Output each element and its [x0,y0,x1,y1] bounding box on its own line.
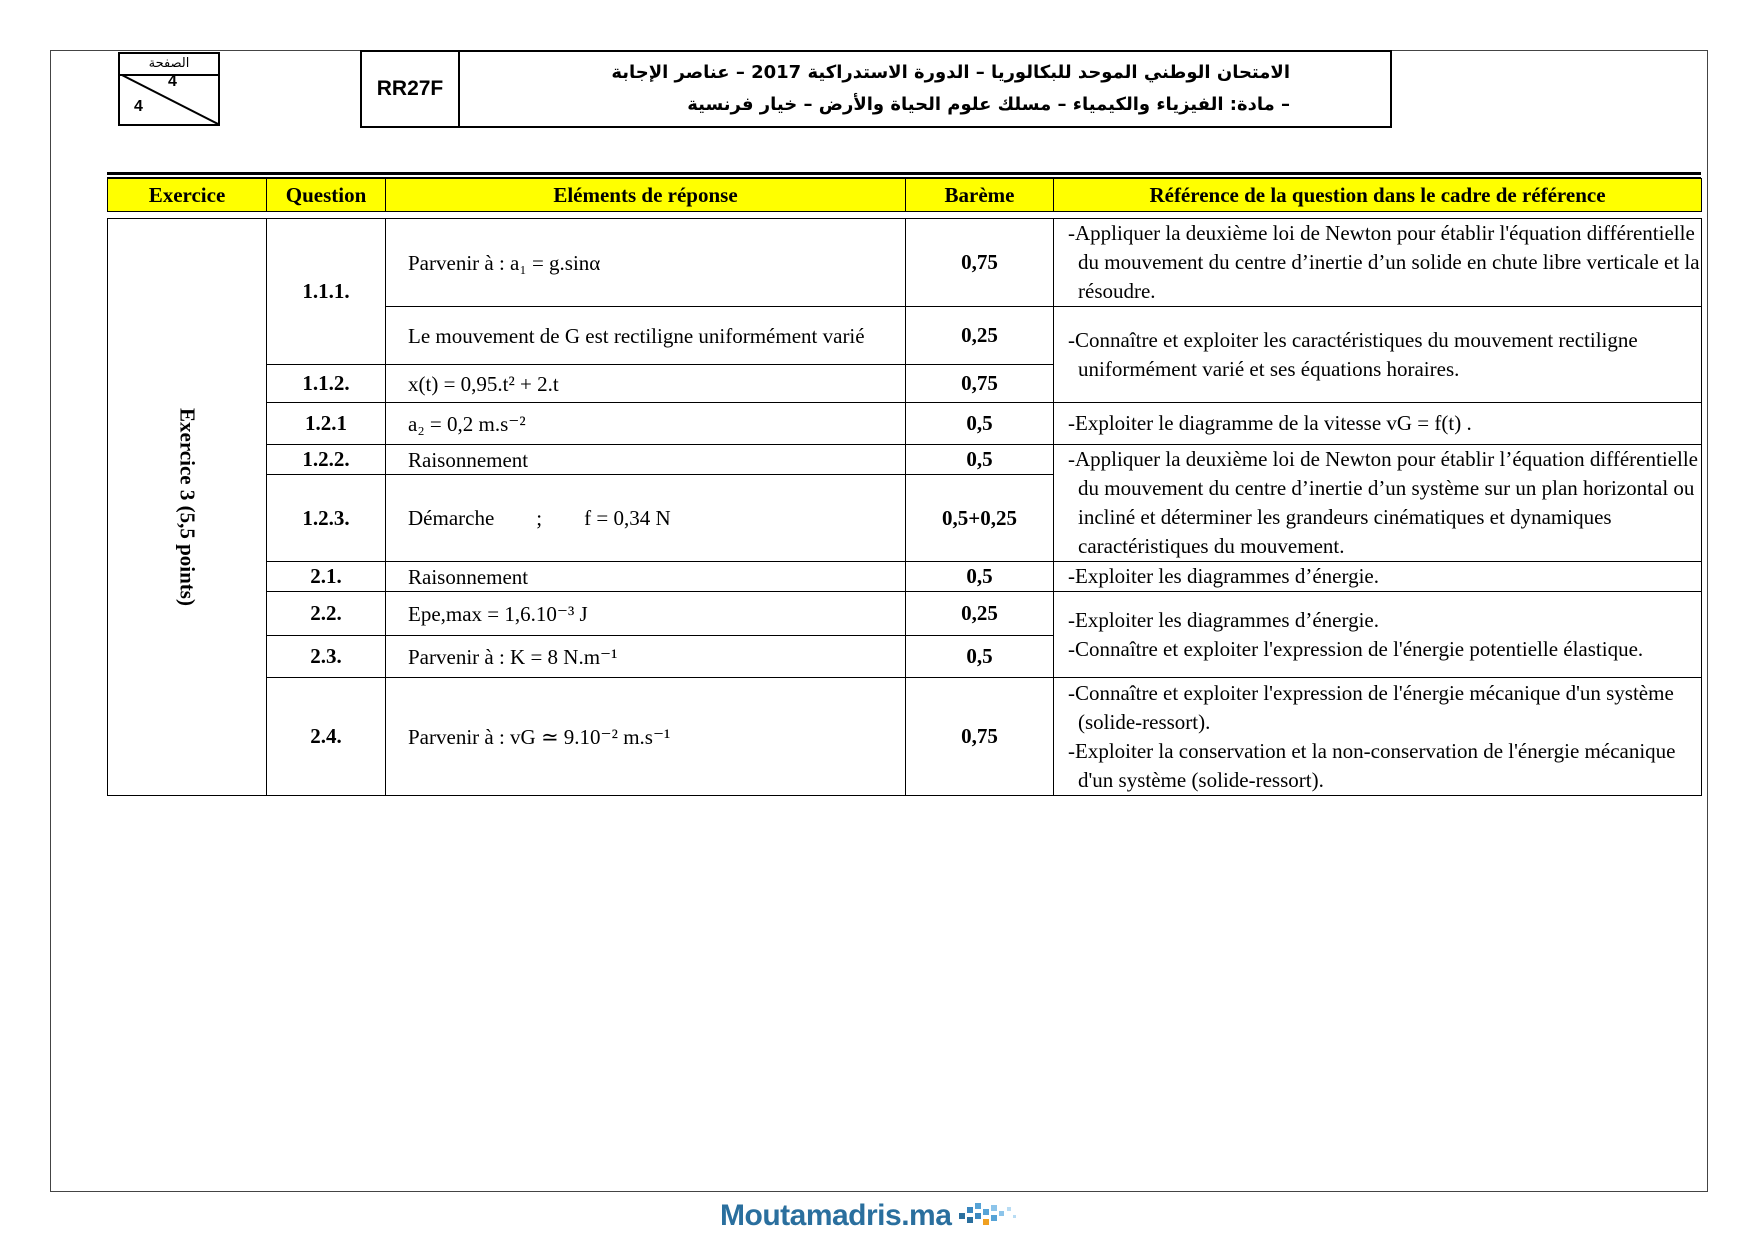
exam-code: RR27F [362,52,460,126]
question-1-1-1: 1.1.1. [267,219,386,365]
bareme-1-2-1: 0,5 [906,403,1054,445]
header-bareme: Barème [906,179,1054,212]
reference-4: -Appliquer la deuxième loi de Newton pour établir l’équation différentielle du mouvement du centre d’inertie d’un système sur un plan horizontal ou incliné et déterminer les grandeurs cinématiques et dynamiques caractéristiques du mouvement. [1054,445,1702,562]
bareme-2-1: 0,5 [906,562,1054,592]
element-2-2: Epe,max = 1,6.10⁻³ J [386,592,906,636]
bareme-2-4: 0,75 [906,678,1054,796]
element-2-4: Parvenir à : vG ≃ 9.10⁻² m.s⁻¹ [386,678,906,796]
bareme-1-1-1a: 0,75 [906,219,1054,307]
pixel-logo-icon [957,1199,1021,1233]
element-1-2-2: Raisonnement [386,445,906,475]
header-elements: Eléments de réponse [386,179,906,212]
page-total: 4 [134,98,143,115]
reference-2: -Connaître et exploiter les caractéristiques du mouvement rectiligne uniformément varié et ses équations horaires. [1054,307,1702,403]
element-1-2-3: Démarche ; f = 0,34 N [386,475,906,562]
bareme-1-1-1b: 0,25 [906,307,1054,365]
header-title-line2: – مادة: الفيزياء والكيمياء – مسلك علوم الحياة والأرض – خيار فرنسية [687,94,1290,115]
element-1-1-1b: Le mouvement de G est rectiligne uniformément varié [386,307,906,365]
question-1-1-2: 1.1.2. [267,365,386,403]
bareme-2-2: 0,25 [906,592,1054,636]
question-2-4: 2.4. [267,678,386,796]
element-2-1: Raisonnement [386,562,906,592]
page-label: الصفحة [120,54,218,76]
reference-6: -Exploiter les diagrammes d’énergie. -Connaître et exploiter l'expression de l'énergie potentielle élastique. [1054,592,1702,678]
question-1-2-1: 1.2.1 [267,403,386,445]
question-2-3: 2.3. [267,636,386,678]
answer-table [107,172,1701,796]
header-exercice: Exercice [108,179,267,212]
page-number: 4 [168,73,177,90]
page-number-box [118,52,220,126]
bareme-1-2-3: 0,5+0,25 [906,475,1054,562]
bareme-2-3: 0,5 [906,636,1054,678]
bareme-1-2-2: 0,5 [906,445,1054,475]
question-2-2: 2.2. [267,592,386,636]
question-1-2-2: 1.2.2. [267,445,386,475]
element-1-1-2: x(t) = 0,95.t² + 2.t [386,365,906,403]
element-1-1-1a: Parvenir à : a₁ = g.sinα [386,219,906,307]
exercise-cell [108,219,267,796]
reference-7: -Connaître et exploiter l'expression de l'énergie mécanique d'un système (solide-ressort). -Exploiter la conservation et la non-conservation de l'énergie mécanique d'un système (solide-ressort). [1054,678,1702,796]
element-1-2-1: a₂ = 0,2 m.s⁻² [386,403,906,445]
reference-3: -Exploiter le diagramme de la vitesse vG = f(t) . [1054,403,1702,445]
site-logo [720,1198,1021,1234]
bareme-1-1-2: 0,75 [906,365,1054,403]
header-title-line1: الامتحان الوطني الموحد للبكالوريا – الدورة الاستدراكية 2017 – عناصر الإجابة [611,62,1290,83]
question-2-1: 2.1. [267,562,386,592]
element-2-3: Parvenir à : K = 8 N.m⁻¹ [386,636,906,678]
reference-1: -Appliquer la deuxième loi de Newton pour établir l'équation différentielle du mouvement du centre d’inertie d’un solide en chute libre verticale et la résoudre. [1054,219,1702,307]
exercise-label: Exercice 3 (5,5 points) [175,408,200,606]
exam-header [360,50,1392,128]
header-question: Question [267,179,386,212]
logo-text: Moutamadris.ma [720,1199,952,1232]
header-reference: Référence de la question dans le cadre de référence [1054,179,1702,212]
question-1-2-3: 1.2.3. [267,475,386,562]
reference-5: -Exploiter les diagrammes d’énergie. [1054,562,1702,592]
